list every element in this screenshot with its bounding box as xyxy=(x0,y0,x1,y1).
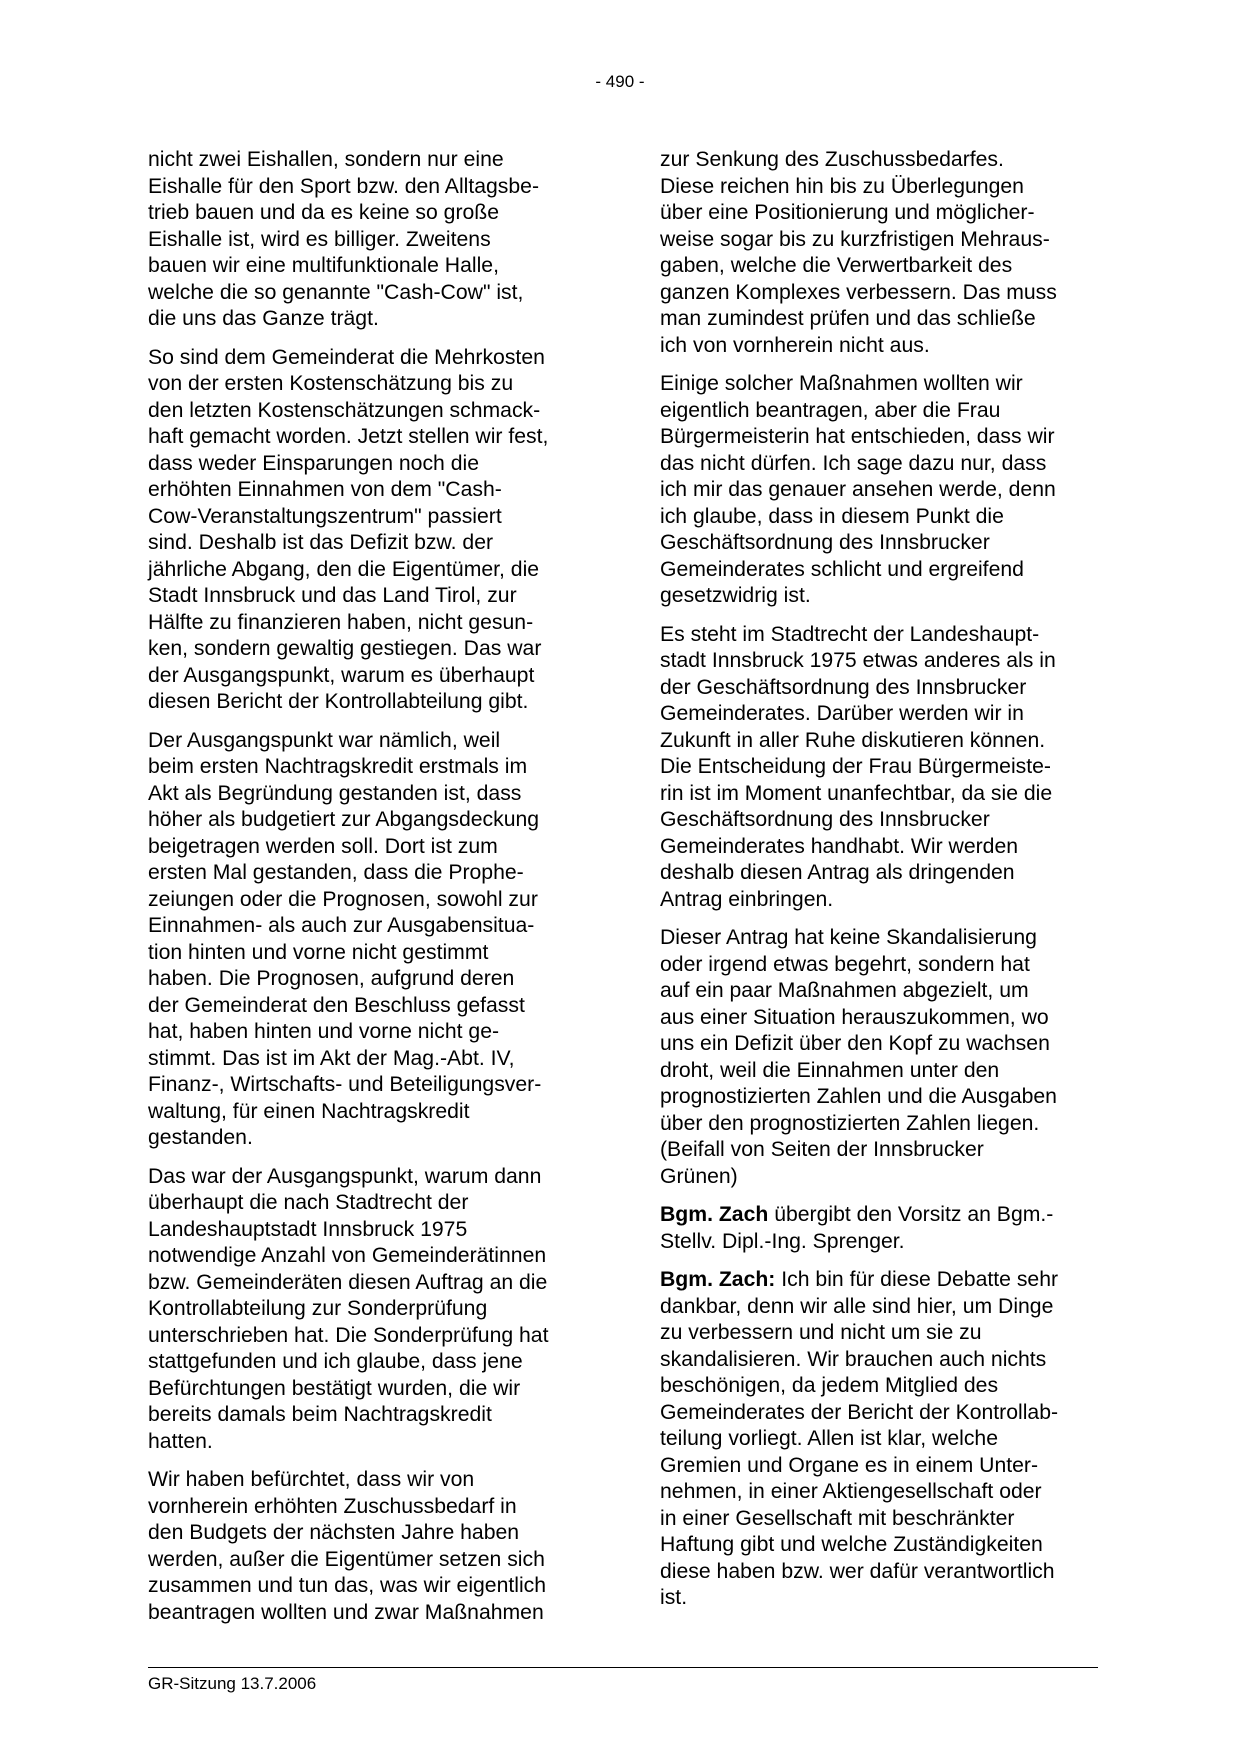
paragraph xyxy=(148,728,588,1152)
paragraph xyxy=(148,1467,588,1626)
text-line: auf ein paar Maßnahmen abgezielt, um xyxy=(660,979,1029,1002)
text-line: beim ersten Nachtragskredit erstmals im xyxy=(148,755,528,778)
text-line: diese haben bzw. wer dafür verantwortlich xyxy=(660,1559,1055,1583)
text-line: Einige solcher Maßnahmen wollten wir xyxy=(660,372,1023,395)
text-line: beantragen wollten und zwar Maßnahmen xyxy=(148,1600,544,1624)
text-line: Einnahmen- als auch zur Ausgabensitua- xyxy=(148,914,535,937)
text-line: Grünen) xyxy=(660,1164,738,1188)
speaker-name: Bgm. Zach: xyxy=(660,1268,776,1291)
speaker-name: Bgm. Zach xyxy=(660,1203,769,1226)
text-line: werden, außer die Eigentümer setzen sich xyxy=(148,1547,545,1571)
text-line: in einer Gesellschaft mit beschränkter xyxy=(660,1506,1015,1530)
text-line: deshalb diesen Antrag als dringenden xyxy=(660,861,1015,884)
text-line: zu verbessern und nicht um sie zu xyxy=(660,1321,982,1344)
text-line: bzw. Gemeinderäten diesen Auftrag an die xyxy=(148,1270,548,1294)
text-line: jährliche Abgang, den die Eigentümer, die xyxy=(148,557,540,581)
text-line: uns ein Defizit über den Kopf zu wachsen xyxy=(660,1032,1050,1055)
text-line: Wir haben befürchtet, dass wir von xyxy=(148,1468,475,1491)
text-line: weise sogar bis zu kurzfristigen Mehraus- xyxy=(660,227,1050,251)
text-line: haben. Die Prognosen, aufgrund deren xyxy=(148,967,515,990)
text-line xyxy=(660,1202,1100,1229)
text-line: ich glaube, dass in diesem Punkt die xyxy=(660,504,1004,528)
paragraph xyxy=(660,147,1100,359)
text-line: den letzten Kostenschätzungen schmack- xyxy=(148,398,541,422)
text-line: man zumindest prüfen und das schließe xyxy=(660,307,1036,330)
text-line: gesetzwidrig ist. xyxy=(660,584,811,607)
text-line: stattgefunden und ich glaube, dass jene xyxy=(148,1350,523,1373)
text-line: So sind dem Gemeinderat die Mehrkosten xyxy=(148,345,545,369)
footer-divider xyxy=(148,1667,1098,1668)
text-line: unterschrieben hat. Die Sonderprüfung hat xyxy=(148,1323,549,1347)
text-line: erhöhten Einnahmen von dem "Cash- xyxy=(148,478,502,501)
text-line: ganzen Komplexes verbessern. Das muss xyxy=(660,280,1057,304)
text-line: prognostizierten Zahlen und die Ausgaben xyxy=(660,1085,1057,1108)
paragraph xyxy=(660,1202,1100,1255)
text-line: höher als budgetiert zur Abgangsdeckung xyxy=(148,808,540,831)
text-line: von der ersten Kostenschätzung bis zu xyxy=(148,372,514,395)
text-line: stadt Innsbruck 1975 etwas anderes als in xyxy=(660,649,1056,672)
paragraph xyxy=(660,622,1100,914)
text-line: tion hinten und vorne nicht gestimmt xyxy=(148,940,489,964)
text-line: das nicht dürfen. Ich sage dazu nur, dass xyxy=(660,451,1047,475)
text-line: droht, weil die Einnahmen unter den xyxy=(660,1058,1000,1082)
text-line: rin ist im Moment unanfechtbar, da sie die xyxy=(660,781,1053,805)
text-line: hatten. xyxy=(148,1429,213,1453)
text-line: Stadt Innsbruck und das Land Tirol, zur xyxy=(148,584,517,607)
text-line: ist. xyxy=(660,1586,688,1609)
text-line: Antrag einbringen. xyxy=(660,887,834,911)
text-line: Gremien und Organe es in einem Unter- xyxy=(660,1453,1039,1477)
text-line: nicht zwei Eishallen, sondern nur eine xyxy=(148,148,504,171)
text-line: Gemeinderates handhabt. Wir werden xyxy=(660,834,1019,858)
text-line: aus einer Situation herauszukommen, wo xyxy=(660,1005,1049,1029)
paragraph xyxy=(148,345,588,716)
paragraph xyxy=(148,1164,588,1456)
text-line: bereits damals beim Nachtragskredit xyxy=(148,1403,492,1426)
text-line: Gemeinderates der Bericht der Kontrollab- xyxy=(660,1400,1059,1424)
text-line: stimmt. Das ist im Akt der Mag.-Abt. IV, xyxy=(148,1046,515,1070)
text-line: Bürgermeisterin hat entschieden, dass wir xyxy=(660,425,1055,448)
text-line: Haftung gibt und welche Zuständigkeiten xyxy=(660,1533,1043,1556)
text-line: Gemeinderates schlicht und ergreifend xyxy=(660,557,1024,581)
text-line: oder irgend etwas begehrt, sondern hat xyxy=(660,952,1030,976)
page-number: - 490 - xyxy=(595,72,645,91)
text-line: zur Senkung des Zuschussbedarfes. xyxy=(660,148,1004,171)
text-line: ken, sondern gewaltig gestiegen. Das war xyxy=(148,637,542,660)
text-line: Zukunft in aller Ruhe diskutieren können. xyxy=(660,728,1046,752)
paragraph xyxy=(660,925,1100,1190)
text-line: hat, haben hinten und vorne nicht ge- xyxy=(148,1020,500,1043)
text-line: welche die so genannte "Cash-Cow" ist, xyxy=(148,280,524,304)
paragraph xyxy=(660,1267,1100,1612)
text-line: bauen wir eine multifunktionale Halle, xyxy=(148,254,499,277)
text-line: den Budgets der nächsten Jahre haben xyxy=(148,1521,520,1544)
text-line: gaben, welche die Verwertbarkeit des xyxy=(660,254,1013,277)
text-line: überhaupt die nach Stadtrecht der xyxy=(148,1191,469,1214)
text-line: sind. Deshalb ist das Defizit bzw. der xyxy=(148,531,494,554)
paragraph xyxy=(660,371,1100,610)
text-line: waltung, für einen Nachtragskredit xyxy=(148,1099,470,1123)
text-line: Dieser Antrag hat keine Skandalisierung xyxy=(660,926,1037,949)
text-line: der Gemeinderat den Beschluss gefasst xyxy=(148,993,525,1017)
text-line: Es steht im Stadtrecht der Landeshaupt- xyxy=(660,622,1040,646)
text-line: Stellv. Dipl.-Ing. Sprenger. xyxy=(660,1229,905,1253)
text-line: Die Entscheidung der Frau Bürgermeiste- xyxy=(660,755,1051,778)
text-line: Der Ausgangspunkt war nämlich, weil xyxy=(148,728,501,752)
text-line: (Beifall von Seiten der Innsbrucker xyxy=(660,1138,984,1161)
text-line: beschönigen, da jedem Mitglied des xyxy=(660,1374,999,1397)
text-line: Cow-Veranstaltungszentrum" passiert xyxy=(148,504,502,528)
text-line: Geschäftsordnung des Innsbrucker xyxy=(660,808,990,831)
text-line xyxy=(660,1267,1100,1294)
text-line: haft gemacht worden. Jetzt stellen wir fest, xyxy=(148,425,549,448)
text-line: Akt als Begründung gestanden ist, dass xyxy=(148,781,522,805)
text-line: nehmen, in einer Aktiengesellschaft oder xyxy=(660,1480,1042,1503)
footer-session-date: GR-Sitzung 13.7.2006 xyxy=(148,1674,317,1693)
text-line: der Ausgangspunkt, warum es überhaupt xyxy=(148,663,535,687)
text-line: dass weder Einsparungen noch die xyxy=(148,451,479,475)
paragraph xyxy=(148,147,588,333)
text-line: gestanden. xyxy=(148,1126,253,1149)
left-column xyxy=(148,147,588,1638)
text-line: Das war der Ausgangspunkt, warum dann xyxy=(148,1164,542,1188)
text-line: Befürchtungen bestätigt wurden, die wir xyxy=(148,1376,521,1400)
text-line: teilung vorliegt. Allen ist klar, welche xyxy=(660,1427,998,1450)
text-line: der Geschäftsordnung des Innsbrucker xyxy=(660,675,1027,699)
text-line: die uns das Ganze trägt. xyxy=(148,307,379,330)
text-line: ersten Mal gestanden, dass die Prophe- xyxy=(148,861,524,884)
text-line: beigetragen werden soll. Dort ist zum xyxy=(148,834,498,858)
text-line: zeiungen oder die Prognosen, sowohl zur xyxy=(148,887,538,911)
speaker-text: Ich bin für diese Debatte sehr xyxy=(775,1268,1059,1291)
text-line: dankbar, denn wir alle sind hier, um Dinge xyxy=(660,1294,1054,1318)
text-line: Kontrollabteilung zur Sonderprüfung xyxy=(148,1297,488,1320)
text-line: eigentlich beantragen, aber die Frau xyxy=(660,398,1001,422)
text-line: Finanz-, Wirtschafts- und Beteiligungsver- xyxy=(148,1073,542,1096)
text-line: vornherein erhöhten Zuschussbedarf in xyxy=(148,1494,517,1518)
right-column xyxy=(660,147,1100,1624)
text-line: Eishalle für den Sport bzw. den Alltagsbe- xyxy=(148,174,540,198)
text-line: notwendige Anzahl von Gemeinderätinnen xyxy=(148,1244,547,1267)
text-line: über den prognostizierten Zahlen liegen. xyxy=(660,1111,1040,1135)
text-line: ich mir das genauer ansehen werde, denn xyxy=(660,478,1056,501)
speaker-text: übergibt den Vorsitz an Bgm.- xyxy=(768,1203,1054,1226)
text-line: zusammen und tun das, was wir eigentlich xyxy=(148,1574,547,1597)
text-line: skandalisieren. Wir brauchen auch nichts xyxy=(660,1347,1047,1371)
text-line: Eishalle ist, wird es billiger. Zweitens xyxy=(148,227,491,251)
text-line: über eine Positionierung und möglicher- xyxy=(660,201,1035,224)
text-line: trieb bauen und da es keine so große xyxy=(148,201,500,224)
text-line: diesen Bericht der Kontrollabteilung gibt. xyxy=(148,690,529,713)
text-line: Diese reichen hin bis zu Überlegungen xyxy=(660,174,1024,198)
text-line: Gemeinderates. Darüber werden wir in xyxy=(660,702,1024,725)
text-line: ich von vornherein nicht aus. xyxy=(660,333,930,357)
text-line: Hälfte zu finanzieren haben, nicht gesun- xyxy=(148,610,534,634)
text-line: Geschäftsordnung des Innsbrucker xyxy=(660,531,990,554)
text-line: Landeshauptstadt Innsbruck 1975 xyxy=(148,1217,468,1241)
